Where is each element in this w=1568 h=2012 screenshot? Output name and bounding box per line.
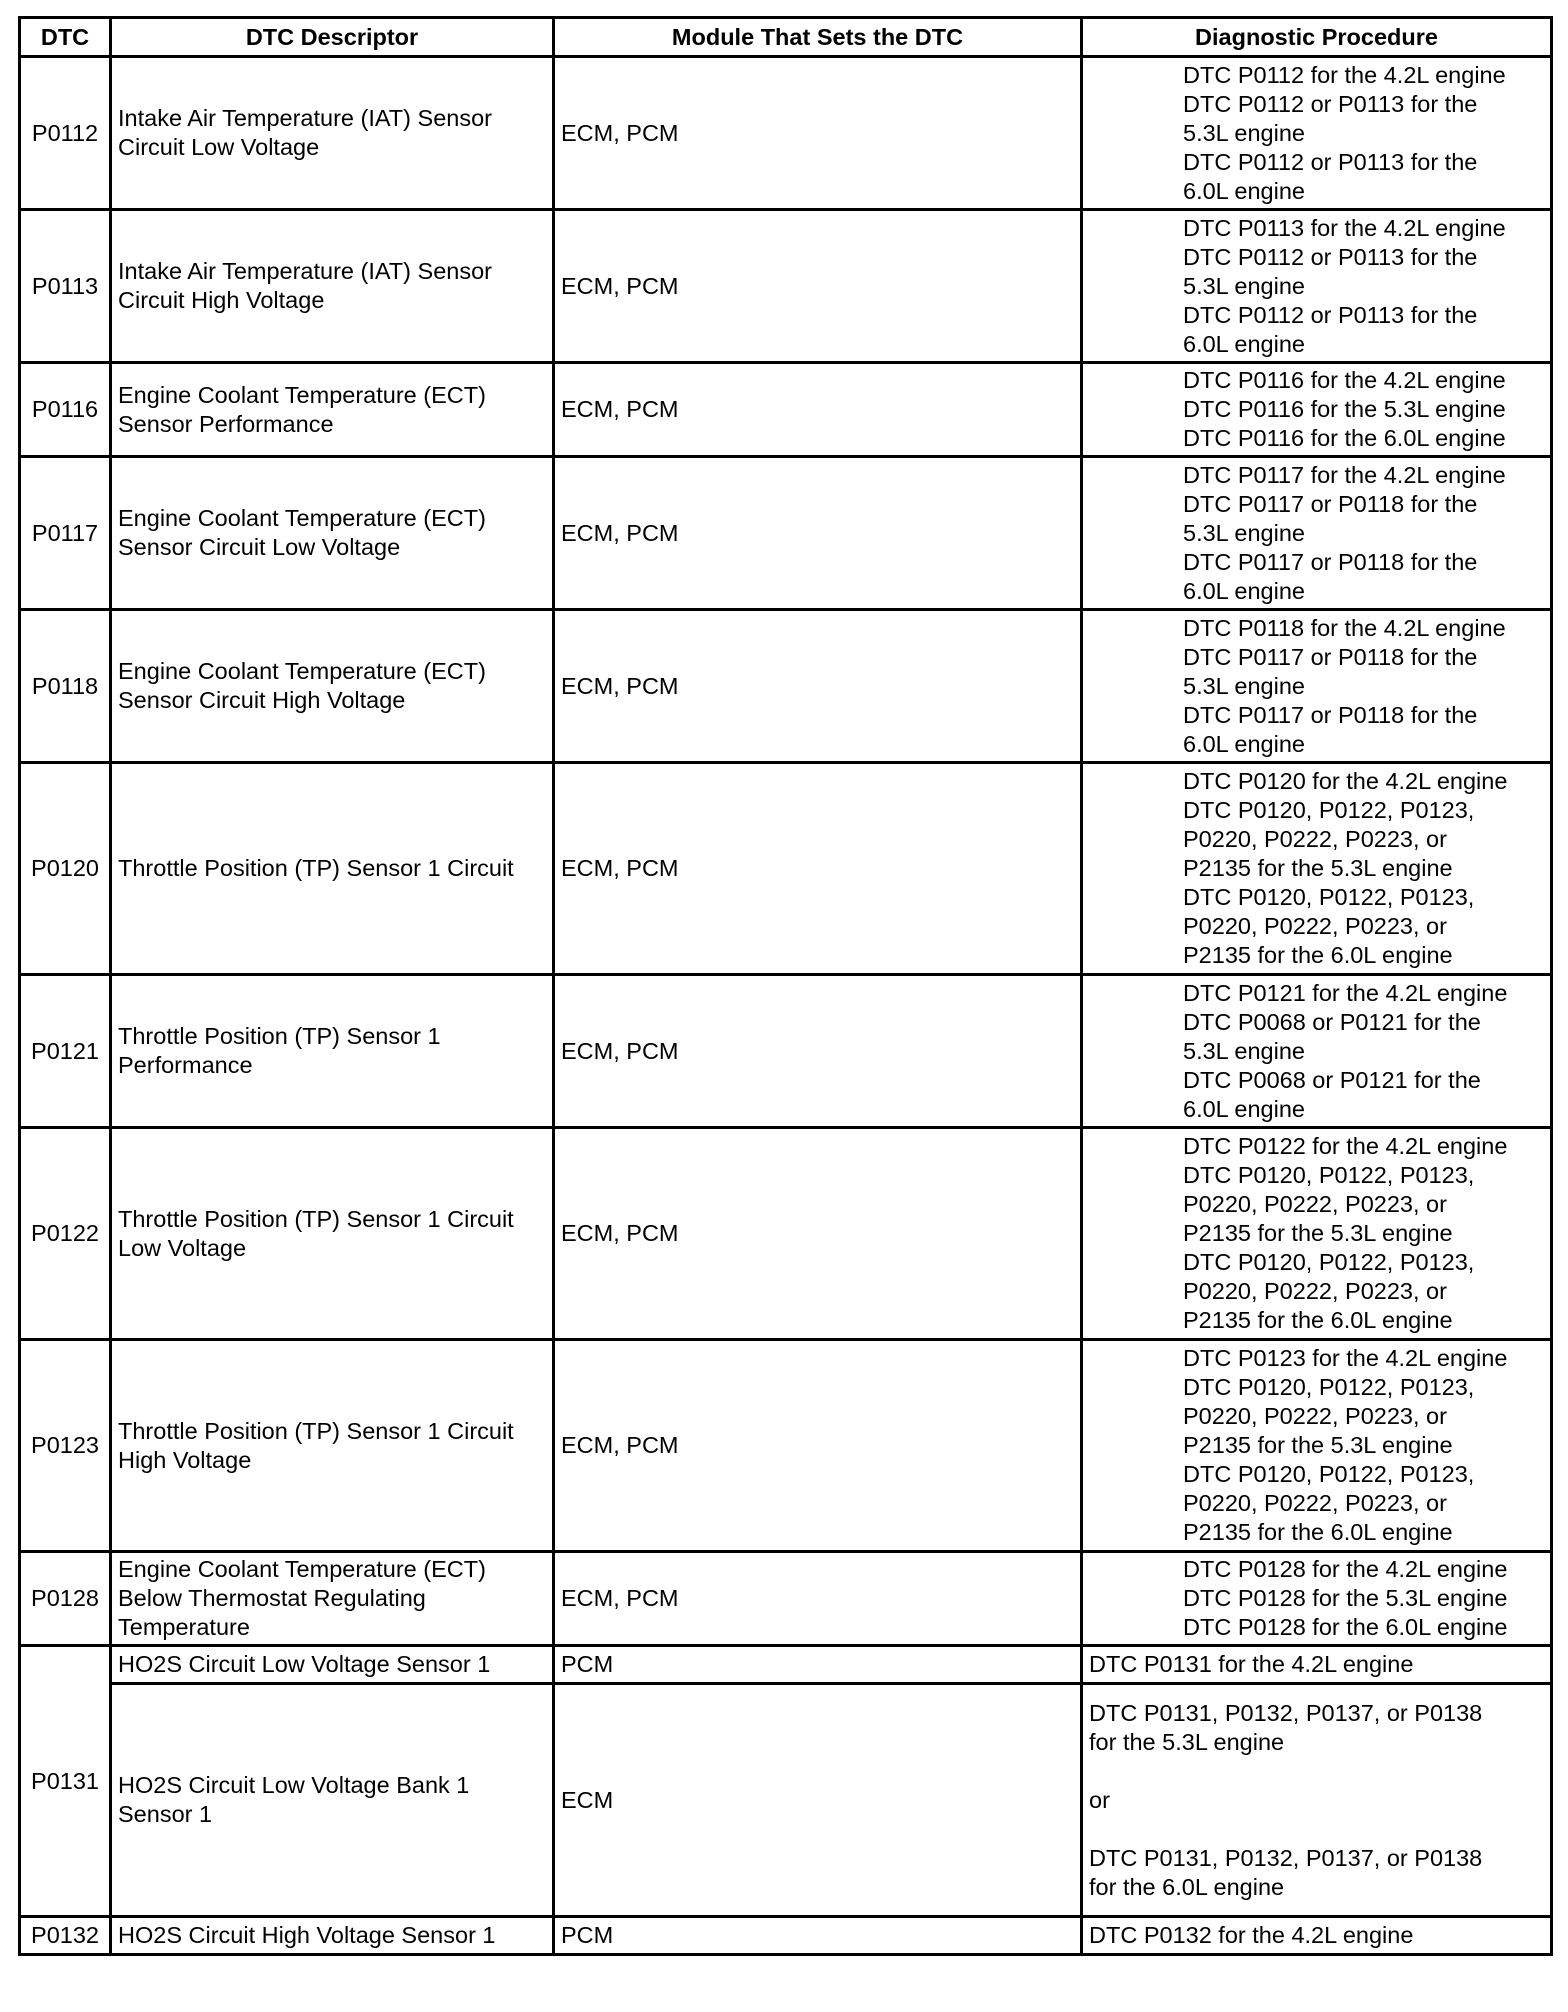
header-dtc: DTC (20, 18, 111, 57)
cell-line: Circuit Low Voltage (118, 134, 320, 160)
descriptor-cell (111, 1917, 554, 1955)
cell-line: DTC P0116 for the 5.3L engine (1183, 396, 1506, 422)
cell-line: Engine Coolant Temperature (ECT) (118, 658, 486, 684)
cell-line: DTC P0131, P0132, P0137, or P0138 (1089, 1699, 1483, 1726)
cell-line: Throttle Position (TP) Sensor 1 (118, 1023, 441, 1049)
module-cell: ECM, PCM (554, 975, 1082, 1128)
cell-line (1089, 1757, 1546, 1786)
table-row (20, 975, 1552, 1128)
cell-line: P2135 for the 6.0L engine (1183, 1519, 1453, 1545)
dtc-code-cell: P0113 (20, 210, 111, 363)
dtc-code-cell: P0128 (20, 1552, 111, 1646)
dtc-code-cell: P0122 (20, 1128, 111, 1340)
cell-line: DTC P0112 or P0113 for the (1183, 243, 1478, 270)
cell-line: 6.0L engine (1183, 730, 1305, 757)
procedure-cell (1082, 975, 1552, 1128)
procedure-cell (1082, 210, 1552, 363)
cell-line: DTC P0117 or P0118 for the (1183, 548, 1478, 575)
module-cell: ECM, PCM (554, 57, 1082, 210)
module-cell: ECM, PCM (554, 610, 1082, 763)
cell-line: Throttle Position (TP) Sensor 1 Circuit (118, 1417, 514, 1444)
table-row (20, 210, 1552, 363)
cell-line: 6.0L engine (1183, 1095, 1305, 1122)
dtc-code-cell: P0116 (20, 363, 111, 457)
cell-line: Temperature (118, 1614, 250, 1640)
table-row (20, 1552, 1552, 1646)
module-cell: ECM (554, 1684, 1082, 1917)
cell-line: DTC P0116 for the 4.2L engine (1183, 367, 1506, 393)
table-row (20, 1646, 1552, 1684)
cell-line: P2135 for the 6.0L engine (1183, 942, 1453, 968)
cell-line: Low Voltage (118, 1234, 247, 1261)
descriptor-cell (111, 1128, 554, 1340)
descriptor-cell (111, 210, 554, 363)
table-row (20, 363, 1552, 457)
table-row (20, 1340, 1552, 1552)
cell-line: 6.0L engine (1183, 330, 1305, 357)
header-row (20, 18, 1552, 57)
cell-line: DTC P0128 for the 5.3L engine (1183, 1585, 1508, 1611)
cell-line: DTC P0132 for the 4.2L engine (1089, 1922, 1414, 1948)
cell-line: DTC P0131 for the 4.2L engine (1089, 1651, 1414, 1677)
procedure-cell (1082, 610, 1552, 763)
cell-line: DTC P0068 or P0121 for the (1183, 1066, 1481, 1093)
cell-line: Engine Coolant Temperature (ECT) (118, 505, 486, 531)
descriptor-cell (111, 1684, 554, 1917)
dtc-code-cell: P0112 (20, 57, 111, 210)
dtc-table (18, 16, 1553, 1956)
cell-line: DTC P0112 or P0113 for the (1183, 148, 1478, 175)
cell-line: or (1089, 1786, 1110, 1813)
header-descriptor: DTC Descriptor (111, 18, 554, 57)
table-row (20, 1128, 1552, 1340)
cell-line: DTC P0112 or P0113 for the (1183, 301, 1478, 328)
dtc-code-cell: P0131 (20, 1646, 111, 1917)
descriptor-cell (111, 763, 554, 975)
cell-line: DTC P0128 for the 6.0L engine (1183, 1614, 1508, 1640)
table-row (20, 610, 1552, 763)
cell-line: P2135 for the 5.3L engine (1183, 855, 1453, 881)
cell-line: Sensor Circuit High Voltage (118, 687, 406, 713)
cell-line: DTC P0116 for the 6.0L engine (1183, 425, 1506, 451)
descriptor-cell (111, 1340, 554, 1552)
cell-line: Intake Air Temperature (IAT) Sensor (118, 258, 492, 284)
table-row (20, 763, 1552, 975)
cell-line: DTC P0118 for the 4.2L engine (1183, 614, 1506, 641)
cell-line: DTC P0120, P0122, P0123, (1183, 884, 1475, 910)
cell-line: Intake Air Temperature (IAT) Sensor (118, 105, 492, 131)
cell-line: DTC P0117 for the 4.2L engine (1183, 461, 1506, 488)
cell-line: DTC P0112 for the 4.2L engine (1183, 61, 1506, 88)
cell-line: 5.3L engine (1183, 672, 1305, 699)
cell-line: HO2S Circuit High Voltage Sensor 1 (118, 1922, 496, 1948)
procedure-cell (1082, 1340, 1552, 1552)
descriptor-cell (111, 363, 554, 457)
cell-line: DTC P0122 for the 4.2L engine (1183, 1133, 1508, 1159)
cell-line (1089, 1815, 1546, 1844)
cell-line: DTC P0120, P0122, P0123, (1183, 1461, 1475, 1487)
cell-line: High Voltage (118, 1446, 252, 1473)
cell-line: DTC P0117 or P0118 for the (1183, 701, 1478, 728)
header-procedure: Diagnostic Procedure (1082, 18, 1552, 57)
cell-line: 6.0L engine (1183, 177, 1305, 204)
procedure-cell (1082, 363, 1552, 457)
procedure-cell (1082, 1128, 1552, 1340)
cell-line: 5.3L engine (1183, 519, 1305, 546)
cell-line: Below Thermostat Regulating (118, 1585, 426, 1611)
cell-line: HO2S Circuit Low Voltage Sensor 1 (118, 1651, 491, 1677)
cell-line: DTC P0113 for the 4.2L engine (1183, 214, 1506, 241)
table-row (20, 1684, 1552, 1917)
procedure-cell (1082, 1646, 1552, 1684)
cell-line: DTC P0120, P0122, P0123, (1183, 797, 1475, 823)
module-cell: ECM, PCM (554, 363, 1082, 457)
cell-line: P0220, P0222, P0223, or (1183, 1403, 1447, 1429)
procedure-cell (1082, 1684, 1552, 1917)
descriptor-cell (111, 1552, 554, 1646)
table-row (20, 57, 1552, 210)
cell-line: P0220, P0222, P0223, or (1183, 1191, 1447, 1217)
cell-line: for the 5.3L engine (1089, 1728, 1285, 1755)
dtc-code-cell: P0118 (20, 610, 111, 763)
cell-line: DTC P0120, P0122, P0123, (1183, 1162, 1475, 1188)
dtc-code-cell: P0123 (20, 1340, 111, 1552)
cell-line: DTC P0068 or P0121 for the (1183, 1008, 1481, 1035)
cell-line: DTC P0117 or P0118 for the (1183, 490, 1478, 517)
procedure-cell (1082, 1552, 1552, 1646)
module-cell: ECM, PCM (554, 1340, 1082, 1552)
cell-line: 6.0L engine (1183, 577, 1305, 604)
cell-line: Engine Coolant Temperature (ECT) (118, 1556, 486, 1582)
module-cell: ECM, PCM (554, 763, 1082, 975)
descriptor-cell (111, 457, 554, 610)
table-row (20, 1917, 1552, 1955)
cell-line: DTC P0120, P0122, P0123, (1183, 1249, 1475, 1275)
cell-line: DTC P0120, P0122, P0123, (1183, 1374, 1475, 1400)
cell-line: P0220, P0222, P0223, or (1183, 826, 1447, 852)
cell-line: P2135 for the 5.3L engine (1183, 1220, 1453, 1246)
cell-line: DTC P0112 or P0113 for the (1183, 90, 1478, 117)
module-cell: ECM, PCM (554, 457, 1082, 610)
cell-line: P2135 for the 5.3L engine (1183, 1432, 1453, 1458)
cell-line: DTC P0121 for the 4.2L engine (1183, 979, 1508, 1006)
module-cell: PCM (554, 1646, 1082, 1684)
descriptor-cell (111, 975, 554, 1128)
cell-line: Throttle Position (TP) Sensor 1 Circuit (118, 1205, 514, 1232)
module-cell: ECM, PCM (554, 210, 1082, 363)
descriptor-cell (111, 57, 554, 210)
cell-line: DTC P0128 for the 4.2L engine (1183, 1556, 1508, 1582)
cell-line: P0220, P0222, P0223, or (1183, 1278, 1447, 1304)
cell-line: Performance (118, 1052, 253, 1078)
cell-line: DTC P0123 for the 4.2L engine (1183, 1345, 1508, 1371)
cell-line: 5.3L engine (1183, 1037, 1305, 1064)
dtc-code-cell: P0120 (20, 763, 111, 975)
module-cell: ECM, PCM (554, 1552, 1082, 1646)
cell-line: DTC P0120 for the 4.2L engine (1183, 768, 1508, 794)
cell-line: for the 6.0L engine (1089, 1873, 1285, 1900)
dtc-code-cell: P0132 (20, 1917, 111, 1955)
dtc-code-cell: P0117 (20, 457, 111, 610)
module-cell: PCM (554, 1917, 1082, 1955)
procedure-cell (1082, 763, 1552, 975)
procedure-cell (1082, 457, 1552, 610)
cell-line: P0220, P0222, P0223, or (1183, 913, 1447, 939)
cell-line: Circuit High Voltage (118, 287, 325, 313)
cell-line: 5.3L engine (1183, 272, 1305, 299)
cell-line: DTC P0117 or P0118 for the (1183, 643, 1478, 670)
cell-line: Sensor 1 (118, 1801, 213, 1827)
cell-line: P0220, P0222, P0223, or (1183, 1490, 1447, 1516)
table-row (20, 457, 1552, 610)
cell-line: DTC P0131, P0132, P0137, or P0138 (1089, 1844, 1483, 1871)
procedure-cell (1082, 1917, 1552, 1955)
cell-line: Sensor Circuit Low Voltage (118, 534, 401, 560)
cell-line: Throttle Position (TP) Sensor 1 Circuit (118, 855, 514, 881)
descriptor-cell (111, 1646, 554, 1684)
cell-line: P2135 for the 6.0L engine (1183, 1307, 1453, 1333)
procedure-cell (1082, 57, 1552, 210)
module-cell: ECM, PCM (554, 1128, 1082, 1340)
cell-line: 5.3L engine (1183, 119, 1305, 146)
cell-line: HO2S Circuit Low Voltage Bank 1 (118, 1772, 470, 1798)
descriptor-cell (111, 610, 554, 763)
header-module: Module That Sets the DTC (554, 18, 1082, 57)
cell-line: Engine Coolant Temperature (ECT) (118, 381, 486, 408)
dtc-code-cell: P0121 (20, 975, 111, 1128)
cell-line: Sensor Performance (118, 410, 334, 437)
table-body (20, 57, 1552, 1955)
